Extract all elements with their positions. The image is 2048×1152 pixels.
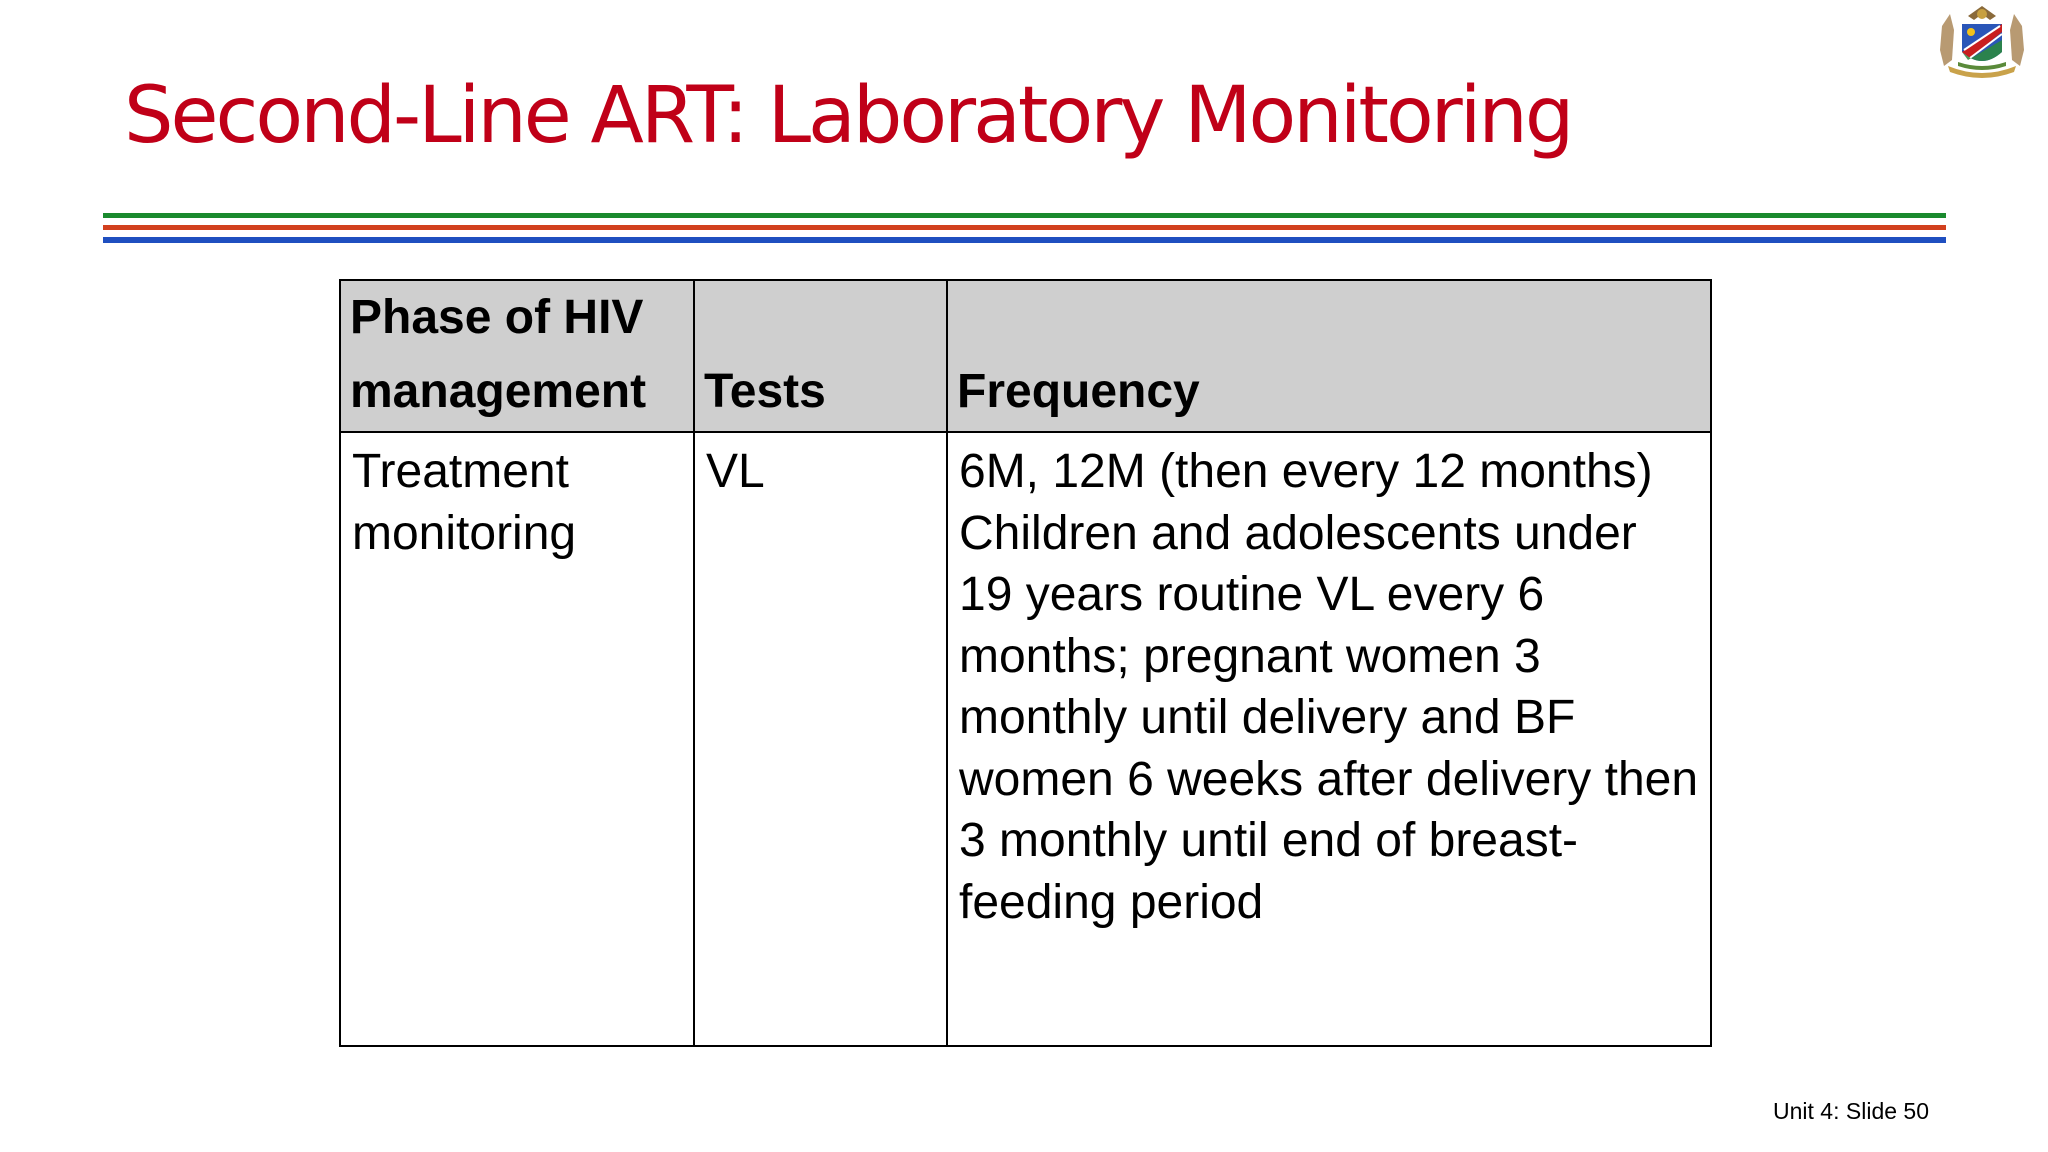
cell-frequency: 6M, 12M (then every 12 months) Children and adolescents under 19 years routine VL every 6 months; pregnant women 3 monthly until delivery and BF women 6 weeks after delivery then 3 monthly until end of breast-feeding period bbox=[947, 432, 1711, 1046]
header-frequency: Frequency bbox=[947, 280, 1711, 432]
slide-title: Second-Line ART: Laboratory Monitoring bbox=[124, 71, 1572, 161]
divider-green bbox=[103, 213, 1946, 218]
divider-blue bbox=[103, 237, 1946, 243]
cell-tests: VL bbox=[694, 432, 947, 1046]
slide-number: Unit 4: Slide 50 bbox=[1773, 1098, 1929, 1124]
header-phase: Phase of HIV management bbox=[340, 280, 694, 432]
laboratory-monitoring-table bbox=[339, 279, 1712, 1047]
header-tests: Tests bbox=[694, 280, 947, 432]
cell-phase: Treatment monitoring bbox=[340, 432, 694, 1046]
table-header-row bbox=[340, 280, 1711, 432]
divider-red bbox=[103, 225, 1946, 230]
coat-of-arms-icon bbox=[1928, 0, 2036, 84]
table-row bbox=[340, 432, 1711, 1046]
